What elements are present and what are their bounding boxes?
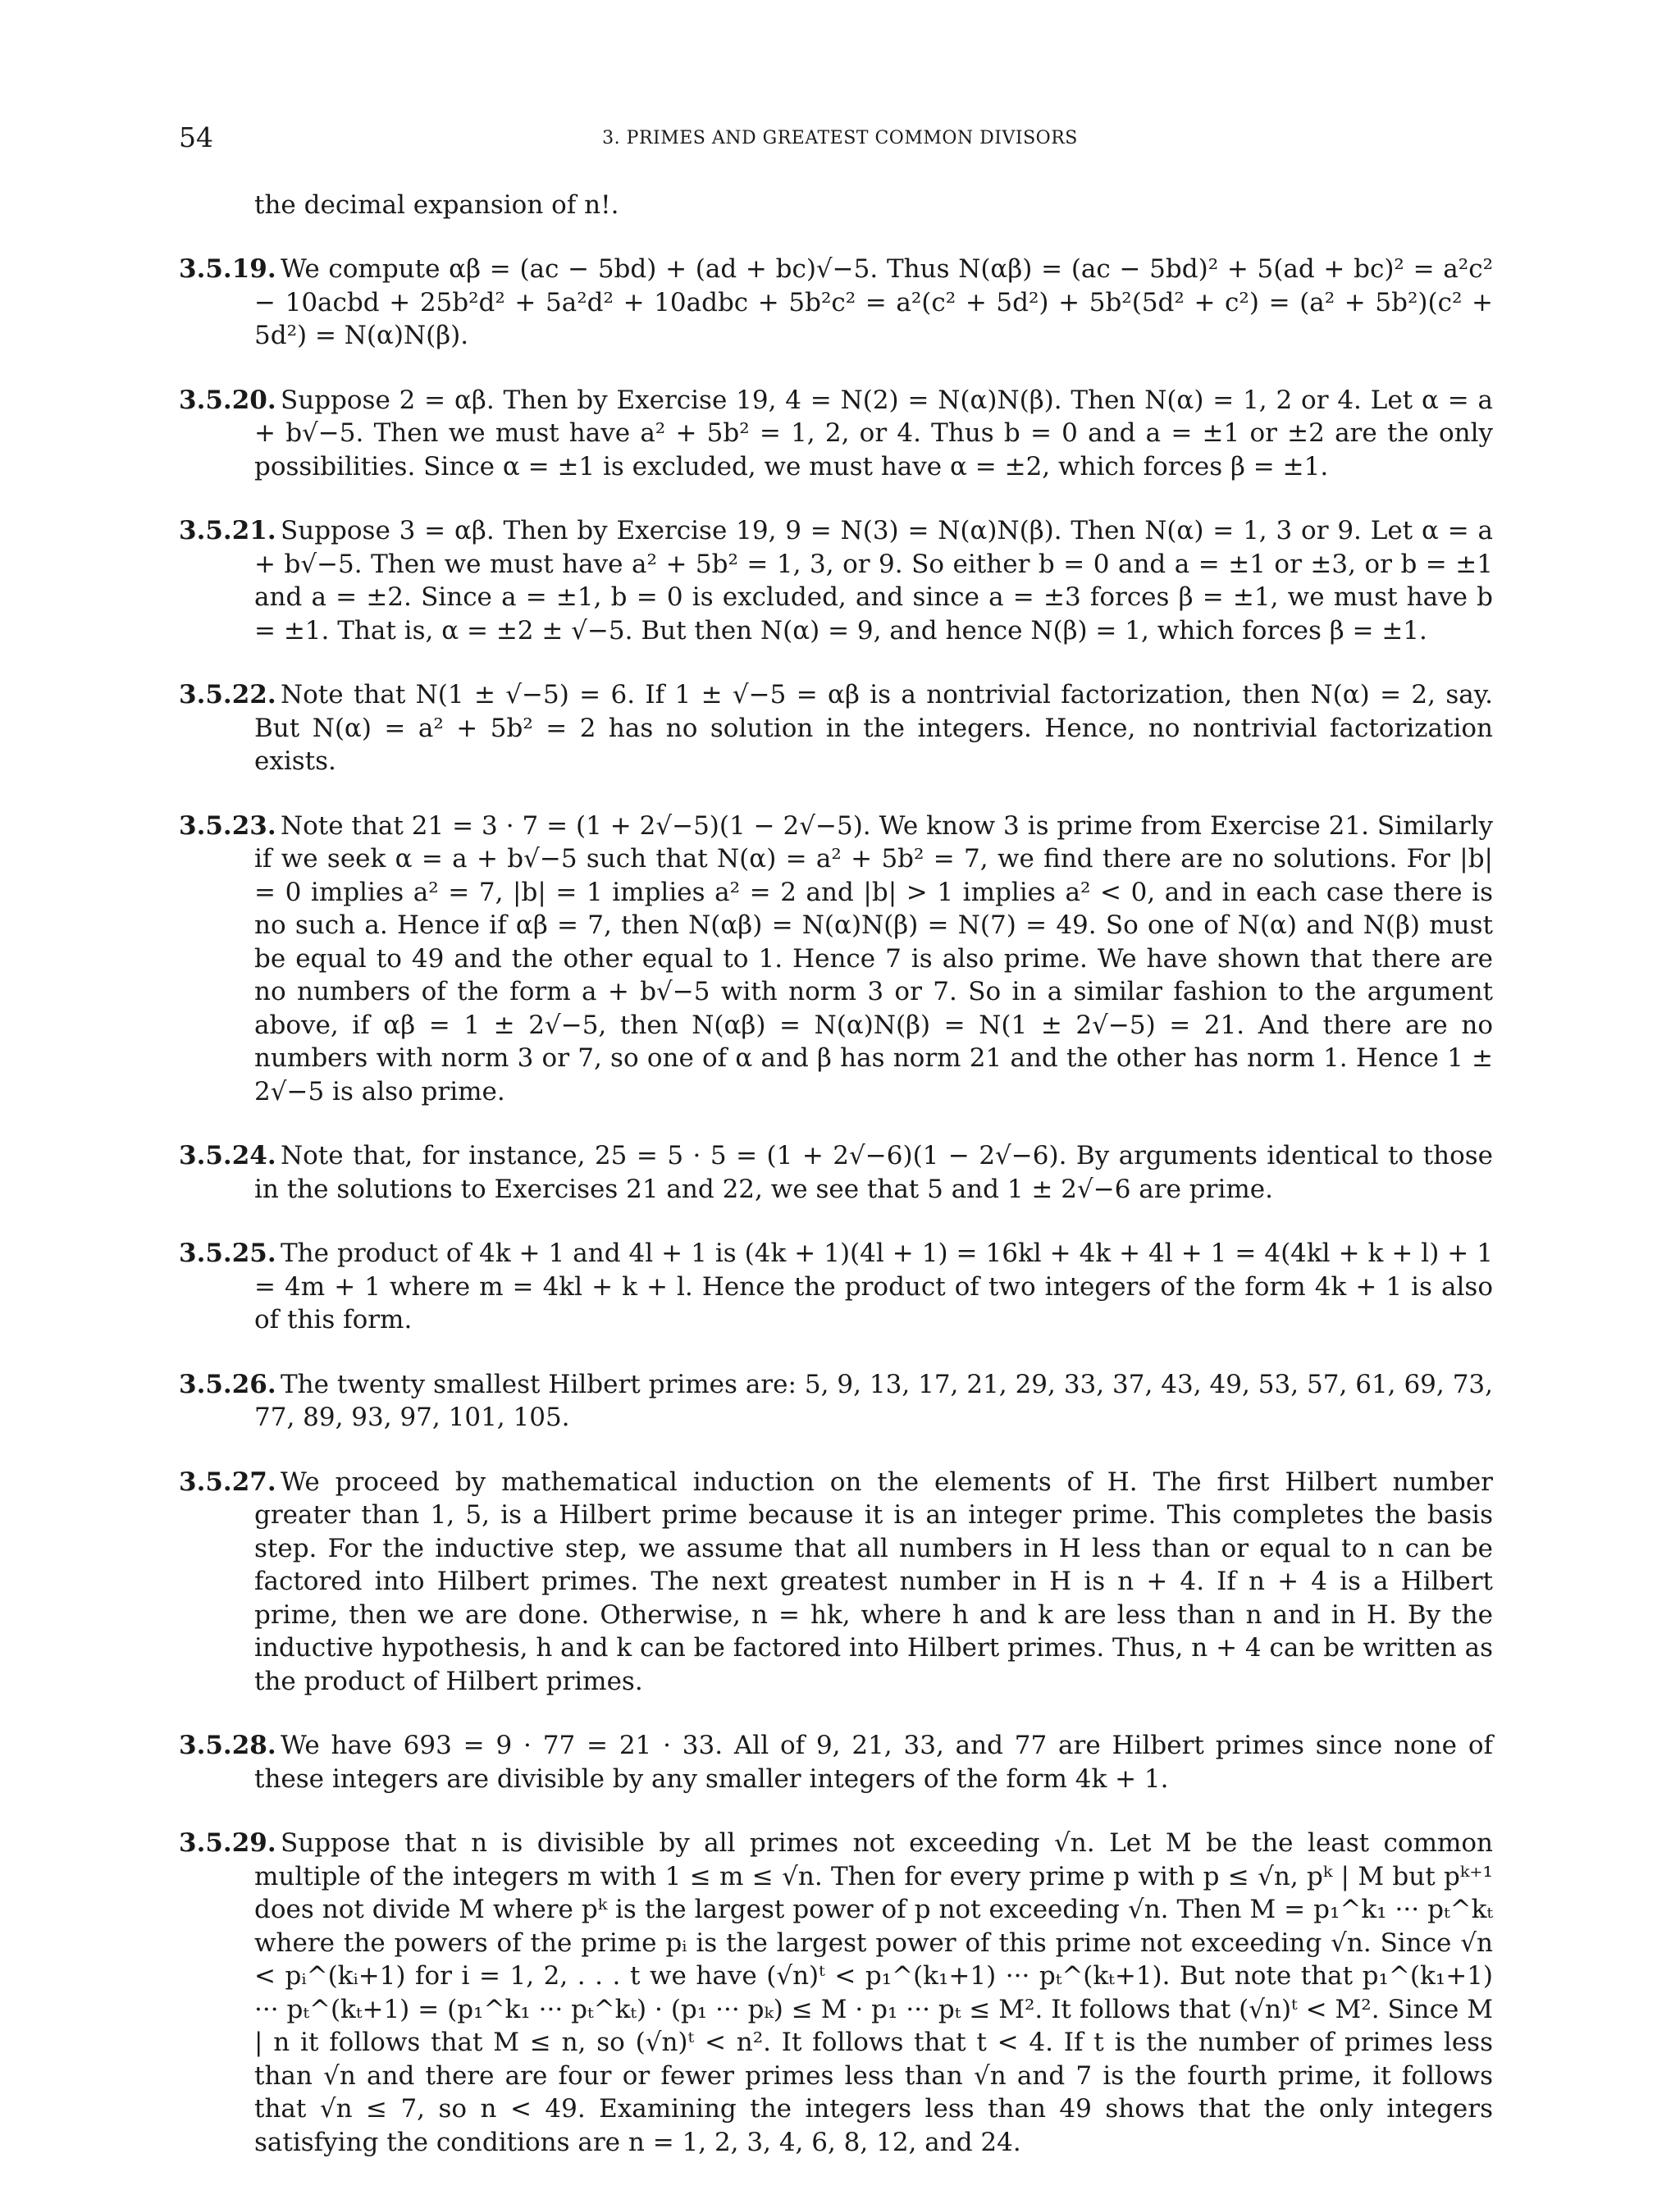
exercise-text: We compute αβ = (ac − 5bd) + (ad + bc)√−5. Thus N(αβ) = (ac − 5bd)² + 5(ad + bc)² = a²c² − 10acbd + 25b²d² + 5a²d² + 10adbc + 5b²c² = a²(c² + 5d²) + 5b²(5d² + c²) = (a² + 5b²)(c² + 5d²) = N(α)N(β). <box>254 254 1493 350</box>
exercise-list <box>179 253 1493 2190</box>
exercise-3-5-19 <box>179 253 1493 353</box>
page-number: 54 <box>179 121 213 153</box>
exercise-number: 3.5.24. <box>179 1141 276 1170</box>
exercise-number: 3.5.20. <box>179 385 276 415</box>
exercise-number: 3.5.28. <box>179 1731 276 1760</box>
exercise-number: 3.5.25. <box>179 1239 276 1268</box>
exercise-text: We proceed by mathematical induction on the elements of H. The first Hilbert number greater than 1, 5, is a Hilbert prime because it is an integer prime. This completes the basis step. For the inductive step, we assume that all numbers in H less than or equal to n can be factored into Hilbert primes. The next greatest number in H is n + 4. If n + 4 is a Hilbert prime, then we are done. Otherwise, n = hk, where h and k are less than n and in H. By the inductive hypothesis, h and k can be factored into Hilbert primes. Thus, n + 4 can be written as the product of Hilbert primes. <box>254 1467 1493 1696</box>
exercise-3-5-20 <box>179 384 1493 484</box>
exercise-number: 3.5.23. <box>179 810 276 841</box>
exercise-3-5-22 <box>179 678 1493 778</box>
exercise-number: 3.5.21. <box>179 516 276 545</box>
exercise-3-5-23 <box>179 810 1493 1109</box>
exercise-text: Note that, for instance, 25 = 5 · 5 = (1 + 2√−6)(1 − 2√−6). By arguments identical to those in the solutions to Exercises 21 and 22, we see that 5 and 1 ± 2√−6 are prime. <box>254 1141 1493 1204</box>
exercise-number: 3.5.22. <box>179 680 276 709</box>
exercise-text: Suppose that n is divisible by all primes not exceeding √n. Let M be the least common multiple of the integers m with 1 ≤ m ≤ √n. Then for every prime p with p ≤ √n, pᵏ | M but pᵏ⁺¹ does not divide M where pᵏ is the largest power of p not exceeding √n. Then M = p₁^k₁ ··· pₜ^kₜ where the powers of the prime pᵢ is the largest power of this prime not exceeding √n. Since √n < pᵢ^(kᵢ+1) for i = 1, 2, . . . t we have (√n)ᵗ < p₁^(k₁+1) ··· pₜ^(kₜ+1). But note that p₁^(k₁+1) ··· pₜ^(kₜ+1) = (p₁^k₁ ··· pₜ^kₜ) · (p₁ ··· pₖ) ≤ M · p₁ ··· pₜ ≤ M². It follows that (√n)ᵗ < M². Since M | n it follows that M ≤ n, so (√n)ᵗ < n². It follows that t < 4. If t is the number of primes less than √n and there are four or fewer primes less than √n and 7 is the fourth prime, it follows that √n ≤ 7, so n < 49. Examining the integers less than 49 shows that the only integers satisfying the conditions are n = 1, 2, 3, 4, 6, 8, 12, and 24. <box>254 1828 1493 2157</box>
exercise-text: Suppose 2 = αβ. Then by Exercise 19, 4 = N(2) = N(α)N(β). Then N(α) = 1, 2 or 4. Let α = a + b√−5. Then we must have a² + 5b² = 1, 2, or 4. Thus b = 0 and a = ±1 or ±2 are the only possibilities. Since α = ±1 is excluded, we must have α = ±2, which forces β = ±1. <box>254 385 1493 481</box>
exercise-text: Note that N(1 ± √−5) = 6. If 1 ± √−5 = αβ is a nontrivial factorization, then N(α) = 2, say. But N(α) = a² + 5b² = 2 has no solution in the integers. Hence, no nontrivial factorization exists. <box>254 680 1493 776</box>
exercise-3-5-27 <box>179 1466 1493 1699</box>
exercise-3-5-29 <box>179 1827 1493 2159</box>
exercise-3-5-24 <box>179 1139 1493 1206</box>
exercise-text: We have 693 = 9 · 77 = 21 · 33. All of 9, 21, 33, and 77 are Hilbert primes since none of these integers are divisible by any smaller integers of the form 4k + 1. <box>254 1731 1493 1794</box>
exercise-text: The twenty smallest Hilbert primes are: 5, 9, 13, 17, 21, 29, 33, 37, 43, 49, 53, 57, 61, 69, 73, 77, 89, 93, 97, 101, 105. <box>254 1369 1493 1432</box>
exercise-number: 3.5.26. <box>179 1369 276 1399</box>
exercise-3-5-26 <box>179 1368 1493 1435</box>
exercise-text: The product of 4k + 1 and 4l + 1 is (4k + 1)(4l + 1) = 16kl + 4k + 4l + 1 = 4(4kl + k + l) + 1 = 4m + 1 where m = 4kl + k + l. Hence the product of two integers of the form 4k + 1 is also of this form. <box>254 1239 1493 1335</box>
running-head: 3. PRIMES AND GREATEST COMMON DIVISORS <box>602 128 1078 148</box>
exercise-text: Note that 21 = 3 · 7 = (1 + 2√−5)(1 − 2√−5). We know 3 is prime from Exercise 21. Similarly if we seek α = a + b√−5 such that N(α) = a² + 5b² = 7, we find there are no solutions. For |b| = 0 implies a² = 7, |b| = 1 implies a² = 2 and |b| > 1 implies a² < 0, and in each case there is no such a. Hence if αβ = 7, then N(αβ) = N(α)N(β) = N(7) = 49. So one of N(α) and N(β) must be equal to 49 and the other equal to 1. Hence 7 is also prime. We have shown that there are no numbers of the form a + b√−5 with norm 3 or 7. So in a similar fashion to the argument above, if αβ = 1 ± 2√−5, then N(αβ) = N(α)N(β) = N(1 ± 2√−5) = 21. And there are no numbers with norm 3 or 7, so one of α and β has norm 21 and the other has norm 1. Hence 1 ± 2√−5 is also prime. <box>254 810 1493 1106</box>
exercise-number: 3.5.29. <box>179 1828 276 1858</box>
exercise-text: Suppose 3 = αβ. Then by Exercise 19, 9 = N(3) = N(α)N(β). Then N(α) = 1, 3 or 9. Let α = a + b√−5. Then we must have a² + 5b² = 1, 3, or 9. So either b = 0 and a = ±1 or ±3, or b = ±1 and a = ±2. Since a = ±1, b = 0 is excluded, and since a = ±3 forces β = ±1, we must have b = ±1. That is, α = ±2 ± √−5. But then N(α) = 9, and hence N(β) = 1, which forces β = ±1. <box>254 516 1493 646</box>
exercise-number: 3.5.27. <box>179 1467 276 1497</box>
exercise-number: 3.5.19. <box>179 254 276 284</box>
exercise-3-5-21 <box>179 514 1493 647</box>
continuation-text: the decimal expansion of n!. <box>254 190 619 220</box>
exercise-3-5-28 <box>179 1729 1493 1795</box>
exercise-3-5-25 <box>179 1237 1493 1337</box>
